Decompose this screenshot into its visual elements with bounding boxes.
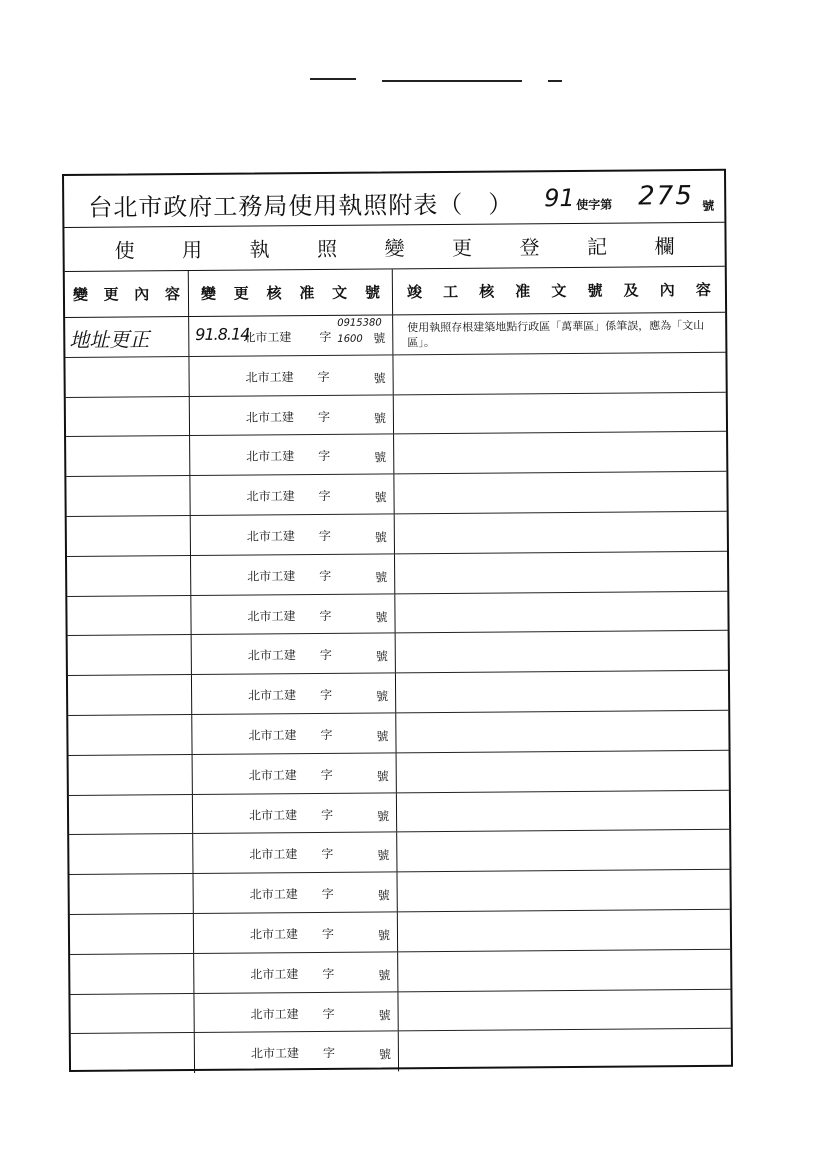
table-row	[69, 830, 729, 875]
table-row	[67, 591, 727, 636]
column-header-completion	[393, 267, 725, 315]
completion-cell	[393, 353, 725, 394]
approval-doc-cell	[191, 594, 395, 634]
completion-cell	[399, 1029, 731, 1071]
content-cell	[69, 834, 193, 874]
heading-char: 用	[182, 237, 203, 263]
approval-char: 字	[321, 887, 334, 902]
approval-char: 字	[319, 608, 332, 623]
completion-cell	[394, 472, 726, 513]
approval-prefix: 北市工建	[249, 847, 298, 862]
header-char: 文	[551, 282, 567, 301]
content-cell	[69, 795, 193, 835]
table-row	[65, 353, 725, 398]
approval-char: 字	[321, 847, 334, 862]
approval-prefix: 北市工建	[250, 1006, 299, 1022]
completion-cell	[393, 313, 725, 354]
column-header-approval-doc	[189, 269, 393, 316]
approval-prefix: 北市工建	[250, 1046, 299, 1061]
approval-char: 字	[319, 648, 332, 663]
completion-cell	[394, 432, 726, 473]
approval-doc-cell	[195, 1032, 399, 1073]
table-row	[65, 313, 725, 358]
completion-cell	[396, 631, 728, 672]
header-char: 核	[479, 282, 495, 301]
handwritten-change-content: 地址更正	[69, 327, 150, 352]
content-cell	[70, 874, 194, 914]
approval-prefix: 北市工建	[249, 927, 299, 942]
heading-char: 變	[384, 236, 405, 261]
header-char: 變	[200, 284, 217, 303]
table-row	[67, 552, 727, 597]
approval-doc-cell	[191, 514, 395, 554]
form-title: 台北市政府工務局使用執照附表（ ）	[88, 190, 514, 222]
approval-suffix: 號	[373, 371, 386, 386]
approval-suffix: 號	[378, 1007, 391, 1023]
column-header-content	[65, 271, 189, 317]
approval-char: 字	[322, 1046, 335, 1061]
approval-suffix: 號	[373, 331, 386, 346]
approval-suffix: 號	[374, 530, 387, 545]
header-char: 更	[103, 285, 119, 304]
approval-prefix: 北市工建	[250, 966, 299, 982]
completion-cell	[397, 751, 729, 792]
approval-prefix: 北市工建	[248, 807, 298, 823]
approval-suffix: 號	[377, 888, 390, 903]
approval-prefix: 北市工建	[243, 330, 292, 345]
scan-mark	[310, 78, 356, 80]
approval-suffix: 號	[373, 411, 386, 426]
approval-prefix: 北市工建	[247, 648, 296, 663]
approval-doc-cell	[194, 912, 398, 952]
approval-doc-cell	[194, 873, 398, 913]
table-row	[66, 472, 726, 517]
approval-suffix: 號	[377, 848, 390, 863]
approval-char: 字	[318, 449, 331, 464]
scan-mark	[382, 80, 522, 82]
content-cell	[70, 994, 194, 1034]
table-row	[70, 870, 730, 915]
header-char: 變	[72, 285, 89, 304]
handwritten-permit-number: 275	[638, 181, 694, 212]
header-char: 文	[332, 283, 348, 302]
content-cell	[71, 1033, 195, 1074]
approval-doc-cell	[193, 833, 397, 873]
content-cell	[67, 556, 191, 596]
completion-cell	[394, 392, 726, 433]
approval-suffix: 號	[376, 769, 389, 784]
approval-prefix: 北市工建	[248, 767, 297, 783]
approval-suffix: 號	[374, 490, 387, 505]
approval-char: 字	[317, 369, 330, 384]
approval-suffix: 號	[375, 570, 388, 585]
content-cell	[66, 397, 190, 437]
table-row	[66, 392, 726, 437]
content-cell	[67, 596, 191, 636]
heading-char: 欄	[654, 234, 675, 259]
approval-suffix: 號	[377, 928, 391, 943]
approval-char: 字	[319, 329, 332, 344]
approval-doc-cell	[193, 753, 397, 793]
approval-char: 字	[319, 568, 332, 583]
column-header-row	[65, 267, 725, 318]
table-row	[68, 671, 728, 716]
completion-cell	[396, 711, 728, 752]
content-cell	[67, 516, 191, 556]
content-cell	[69, 755, 193, 795]
approval-char: 字	[321, 926, 335, 941]
approval-doc-cell	[193, 793, 397, 833]
approval-prefix: 北市工建	[246, 489, 295, 504]
table-row	[66, 432, 726, 477]
approval-char: 字	[318, 489, 331, 504]
handwritten-year: 91	[544, 183, 575, 213]
approval-prefix: 北市工建	[248, 728, 297, 743]
handwritten-doc-number: 0915380	[337, 317, 382, 329]
content-cell	[68, 635, 192, 675]
approval-char: 字	[322, 966, 335, 981]
content-cell	[68, 675, 192, 715]
header-char: 容	[164, 285, 181, 304]
approval-suffix: 號	[376, 729, 389, 744]
approval-doc-cell	[189, 355, 393, 395]
heading-char: 更	[451, 235, 473, 260]
approval-prefix: 北市工建	[247, 608, 296, 624]
usage-permit-annex-form	[62, 169, 733, 1072]
approval-doc-cell	[194, 952, 398, 992]
table-row	[69, 751, 729, 796]
approval-suffix: 號	[375, 610, 388, 625]
header-char: 及	[623, 281, 639, 300]
heading-char: 照	[317, 236, 338, 261]
table-row	[68, 711, 728, 756]
approval-prefix: 北市工建	[246, 449, 295, 464]
approval-doc-cell	[190, 475, 394, 515]
approval-prefix: 北市工建	[247, 568, 296, 584]
table-row	[70, 910, 730, 955]
header-char: 准	[515, 282, 531, 301]
approval-char: 字	[317, 409, 330, 424]
approval-doc-cell	[192, 634, 396, 674]
heading-char: 使	[114, 238, 135, 263]
completion-cell	[398, 950, 730, 991]
approval-doc-cell	[192, 713, 396, 753]
table-row	[71, 1029, 731, 1074]
header-char: 工	[442, 282, 459, 302]
completion-cell	[397, 870, 729, 911]
completion-cell	[397, 830, 729, 871]
approval-suffix: 號	[376, 689, 389, 704]
approval-prefix: 北市工建	[245, 369, 294, 385]
table-row	[70, 950, 730, 995]
header-char: 竣	[406, 283, 423, 302]
approval-char: 字	[320, 727, 333, 742]
approval-suffix: 號	[376, 809, 390, 824]
completion-cell	[395, 591, 727, 632]
heading-char: 記	[586, 234, 608, 259]
approval-doc-cell	[190, 395, 394, 435]
scan-mark	[548, 80, 562, 82]
table-row	[68, 631, 728, 676]
approval-doc-cell	[194, 992, 398, 1032]
approval-doc-cell	[190, 435, 394, 475]
completion-cell	[395, 512, 727, 553]
header-char: 准	[299, 284, 315, 303]
approval-char: 字	[320, 688, 333, 703]
approval-suffix: 號	[374, 450, 387, 465]
header-char: 容	[695, 280, 711, 300]
handwritten-doc-number-2: 1600	[337, 333, 363, 345]
content-cell	[65, 357, 189, 397]
completion-cell	[398, 989, 730, 1030]
form-title-row	[64, 171, 724, 228]
header-char: 內	[134, 285, 150, 304]
approval-doc-cell	[189, 315, 393, 355]
content-cell	[68, 715, 192, 755]
completion-note: 使用執照存根建築地點行政區「萬華區」係筆誤，應為「文山區」。	[407, 318, 705, 350]
approval-char: 字	[322, 1006, 335, 1021]
permit-suffix: 號	[702, 198, 715, 213]
header-char: 核	[266, 284, 282, 303]
change-record-rows	[65, 313, 731, 1074]
completion-cell	[396, 671, 728, 712]
content-cell	[70, 914, 194, 954]
content-cell	[70, 954, 194, 994]
table-row	[67, 512, 727, 557]
approval-char: 字	[318, 528, 331, 543]
header-char: 號	[364, 283, 381, 302]
completion-cell	[397, 790, 729, 831]
completion-cell	[398, 910, 730, 951]
completion-cell	[395, 552, 727, 593]
approval-doc-cell	[192, 674, 396, 714]
header-char: 號	[587, 281, 603, 300]
approval-doc-cell	[191, 554, 395, 594]
content-cell	[65, 317, 189, 357]
table-row	[70, 989, 730, 1034]
permit-prefix: 使字第	[576, 197, 613, 212]
header-char: 更	[233, 284, 249, 303]
content-cell	[66, 476, 190, 516]
heading-char: 登	[519, 235, 540, 260]
approval-prefix: 北市工建	[249, 887, 298, 902]
table-row	[69, 790, 729, 835]
approval-suffix: 號	[378, 968, 391, 983]
content-cell	[66, 436, 190, 476]
approval-prefix: 北市工建	[245, 409, 294, 425]
approval-char: 字	[320, 767, 333, 782]
section-heading	[64, 223, 724, 272]
approval-prefix: 北市工建	[246, 529, 295, 544]
handwritten-date: 91.8.14	[195, 324, 250, 344]
approval-suffix: 號	[375, 649, 388, 664]
approval-prefix: 北市工建	[248, 688, 297, 703]
approval-suffix: 號	[378, 1047, 391, 1062]
heading-char: 執	[249, 237, 270, 262]
header-char: 內	[659, 281, 675, 300]
approval-char: 字	[320, 807, 334, 822]
